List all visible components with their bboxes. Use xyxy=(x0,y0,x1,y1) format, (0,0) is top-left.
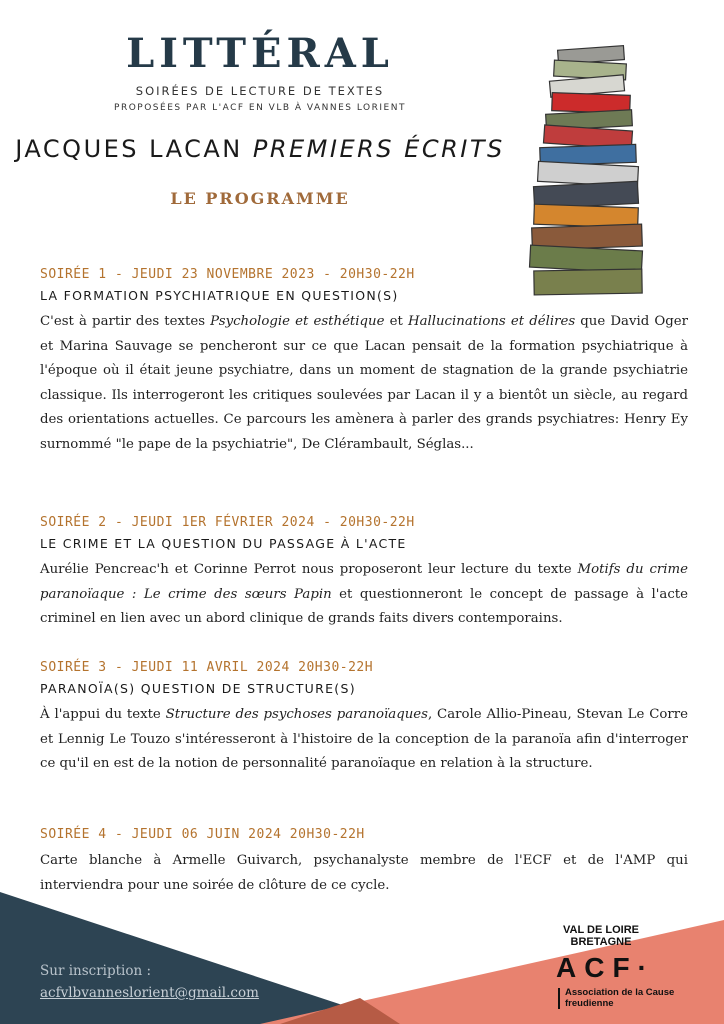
acf-logo xyxy=(556,924,696,1009)
session-3 xyxy=(40,660,688,777)
page-title: LITTÉRAL xyxy=(126,30,394,77)
session-description xyxy=(40,703,688,777)
session-header xyxy=(40,660,688,675)
session-date: - JEUDI 11 AVRIL 2024 20H30-22H xyxy=(106,660,374,675)
session-date: - JEUDI 1ER FÉVRIER 2024 - 20H30-22H xyxy=(106,515,415,530)
session-subtitle: PARANOÏA(S) QUESTION DE STRUCTURE(S) xyxy=(40,681,356,696)
session-label: SOIRÉE 1 xyxy=(40,267,107,282)
logo-region: VAL DE LOIRE BRETAGNE xyxy=(563,924,639,948)
text-title: Hallucinations et délires xyxy=(407,314,576,329)
main-title-author: JACQUES LACAN xyxy=(15,135,243,163)
session-header xyxy=(40,827,688,842)
session-description xyxy=(40,310,688,457)
text-segment: Carte blanche à Armelle Guivarch, psychanalyste membre de l'ECF et de l'AMP qui interviendra pour une soirée de clôture de ce cycle. xyxy=(40,853,688,893)
subtitle-organizer: PROPOSÉES PAR L'ACF EN VLB À VANNES LORIENT xyxy=(114,103,406,113)
text-segment: À l'appui du texte xyxy=(40,707,166,722)
session-label: SOIRÉE 3 xyxy=(40,660,107,675)
text-segment: Aurélie Pencreac'h et Corinne Perrot nous proposeront leur lecture du texte xyxy=(40,562,578,577)
session-header xyxy=(40,515,688,530)
stack-of-books-illustration xyxy=(520,40,670,305)
subtitle: SOIRÉES DE LECTURE DE TEXTES xyxy=(135,84,385,98)
email-link[interactable]: acfvlbvanneslorient@gmail.com xyxy=(40,985,259,1001)
text-segment: que David Oger et Marina Sauvage se pencheront sur ce que Lacan pensait de la formation psychiatrique à l'époque où il était jeune psychiatre, dans un moment de stagnation de la grande psychiatrie classique. Ils interrogeront les critiques soulevées par Lacan il y a bientôt un siècle, au regard des orientations actuelles. Ce parcours les amènera à parler des grands psychiatres: Henry Ey surnommé "le pape de la psychiatrie", De Clérambault, Séglas... xyxy=(40,314,688,452)
session-label: SOIRÉE 4 xyxy=(40,827,107,842)
main-title xyxy=(0,135,520,163)
navy-triangle xyxy=(0,892,400,1024)
session-date: - JEUDI 23 NOVEMBRE 2023 - 20H30-22H xyxy=(106,267,415,282)
session-date: - JEUDI 06 JUIN 2024 20H30-22H xyxy=(106,827,365,842)
header xyxy=(0,28,520,208)
text-title: Motifs du crime paranoïaque : Le crime des sœurs Papin xyxy=(40,562,688,602)
session-subtitle: LE CRIME ET LA QUESTION DU PASSAGE À L'ACTE xyxy=(40,536,407,551)
text-title: Structure des psychoses paranoïaques xyxy=(165,707,428,722)
logo-acf: ACF· xyxy=(556,952,655,983)
text-segment: , Carole Allio-Pineau, Stevan Le Corre et Lennig Le Touzo s'intéresseront à l'histoire de la conception de la paranoïa afin d'interroger ce qu'il en est de la notion de personnalité paranoïaque en relation à la structure. xyxy=(40,707,688,771)
text-segment: et questionneront le concept de passage à l'acte criminel en lien avec un abord clinique de grands faits divers contemporains. xyxy=(40,586,689,626)
text-segment: C'est à partir des textes xyxy=(40,314,211,329)
session-label: SOIRÉE 2 xyxy=(40,515,107,530)
session-subtitle: LA FORMATION PSYCHIATRIQUE EN QUESTION(S) xyxy=(40,288,399,303)
logo-association: Association de la Cause freudienne xyxy=(558,988,696,1009)
text-segment: et xyxy=(384,314,408,329)
inscription-block xyxy=(40,960,259,1004)
session-1 xyxy=(40,267,688,457)
session-header xyxy=(40,267,688,282)
main-title-work: PREMIERS ÉCRITS xyxy=(252,135,505,163)
inscription-label: Sur inscription : xyxy=(40,963,152,979)
session-2 xyxy=(40,515,688,632)
session-description xyxy=(40,558,688,632)
text-title: Psychologie et esthétique xyxy=(210,314,385,329)
programme-heading: LE PROGRAMME xyxy=(170,189,350,208)
